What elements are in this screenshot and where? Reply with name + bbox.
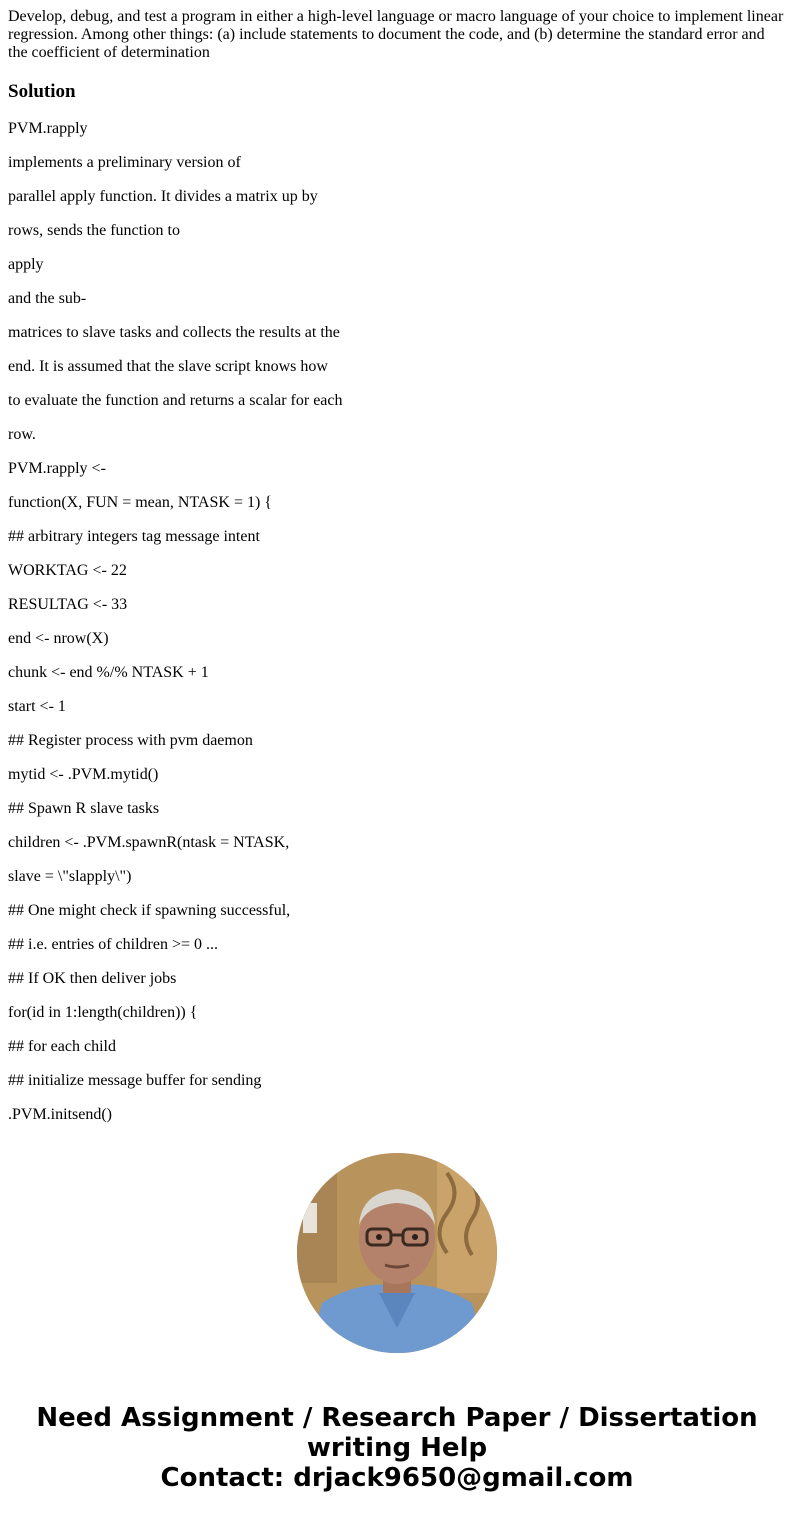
solution-line: matrices to slave tasks and collects the results at the: [8, 324, 340, 341]
promo-line-1: Need Assignment / Research Paper / Dissertation: [36, 1403, 758, 1433]
solution-line: ## arbitrary integers tag message intent: [8, 528, 260, 545]
promo-line-2: writing Help: [306, 1433, 488, 1463]
author-avatar: [297, 1153, 497, 1353]
solution-line: parallel apply function. It divides a matrix up by: [8, 188, 318, 205]
solution-line: .PVM.initsend(): [8, 1106, 112, 1123]
solution-line: end. It is assumed that the slave script knows how: [8, 358, 328, 375]
solution-heading: Solution: [8, 81, 76, 102]
solution-line: to evaluate the function and returns a scalar for each: [8, 392, 343, 409]
solution-line: ## for each child: [8, 1038, 116, 1055]
solution-line: implements a preliminary version of: [8, 154, 241, 171]
solution-line: ## initialize message buffer for sending: [8, 1072, 262, 1089]
question-text: Develop, debug, and test a program in either a high-level language or macro language of your choice to implement linear regression. Among other things: (a) include statements to document the code, and (b) determine the standard error and the coefficient of determination: [8, 8, 784, 61]
promo-banner: [0, 1403, 794, 1493]
solution-line: PVM.rapply <-: [8, 460, 106, 477]
solution-line: and the sub-: [8, 290, 87, 307]
solution-line: chunk <- end %/% NTASK + 1: [8, 664, 209, 681]
solution-line: apply: [8, 256, 44, 273]
solution-line: slave = \"slapply\"): [8, 868, 132, 885]
solution-line: end <- nrow(X): [8, 630, 109, 647]
solution-line: ## Spawn R slave tasks: [8, 800, 160, 817]
portrait-photo: [297, 1153, 497, 1353]
solution-line: for(id in 1:length(children)) {: [8, 1004, 198, 1021]
promo-contact: Contact: drjack9650@gmail.com: [160, 1463, 634, 1493]
solution-line: start <- 1: [8, 698, 66, 715]
solution-line: RESULTAG <- 33: [8, 596, 128, 613]
solution-line: PVM.rapply: [8, 120, 88, 137]
solution-line: ## One might check if spawning successful,: [8, 902, 291, 919]
solution-lines: [8, 120, 788, 1140]
solution-line: row.: [8, 426, 36, 443]
solution-line: ## Register process with pvm daemon: [8, 732, 253, 749]
solution-line: ## i.e. entries of children >= 0 ...: [8, 936, 218, 953]
solution-line: ## If OK then deliver jobs: [8, 970, 177, 987]
solution-line: rows, sends the function to: [8, 222, 180, 239]
solution-line: children <- .PVM.spawnR(ntask = NTASK,: [8, 834, 290, 851]
solution-line: mytid <- .PVM.mytid(): [8, 766, 159, 783]
solution-line: function(X, FUN = mean, NTASK = 1) {: [8, 494, 272, 511]
solution-line: WORKTAG <- 22: [8, 562, 127, 579]
